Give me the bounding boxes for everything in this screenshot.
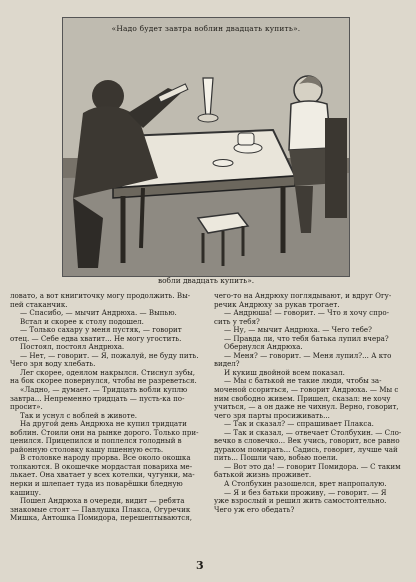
text-line: «Ладно, — думает. — Тридцать вобли куплю bbox=[20, 385, 188, 395]
text-line: ловато, а вот книгиточку могу продолжить. Вы- bbox=[10, 291, 191, 300]
page-number: 3 bbox=[196, 559, 204, 572]
text-line: батькой жизнь проживет. bbox=[214, 470, 312, 480]
text-line: воблин. Стоили они на рынке дорого. Только при- bbox=[10, 427, 199, 437]
text-line: Чего зря воду хлебать. bbox=[10, 359, 96, 369]
illustration-drawing bbox=[63, 18, 349, 276]
text-line: Постоял, постоял Андрюха. bbox=[20, 342, 125, 352]
illustration-caption-bottom: вобли двадцать купить». bbox=[157, 276, 255, 285]
text-line: лькает. Она хватает у всех котелки, чугунки, ма- bbox=[10, 470, 195, 480]
text-line: — Спасибо, — мычит Андрюха. — Выпью. bbox=[20, 308, 177, 318]
text-line: Встал и скорее к столу подошел. bbox=[20, 316, 144, 326]
text-line: ценился. Прицепился и поплелся голодный в bbox=[10, 436, 182, 446]
text-line: чего-то на Андрюху поглядывают, и вдруг Огу- bbox=[214, 291, 392, 300]
illustration bbox=[62, 17, 350, 277]
text-line: На другой день Андрюха не купил тридцати bbox=[20, 419, 187, 429]
right-column bbox=[214, 292, 408, 514]
text-line: — Вот это да! — говорит Помидора. — С таким bbox=[224, 461, 401, 471]
text-line: учиться, — а он даже не чихнул. Верно, говорит, bbox=[214, 402, 399, 412]
text-line: — Ну, — мычит Андрюха. — Чего тебе? bbox=[224, 325, 372, 335]
text-line: — Только сахару у меня пустяк, — говорит bbox=[20, 325, 182, 335]
text-line: видел? bbox=[214, 359, 240, 369]
text-line: И кукиш двойной всем показал. bbox=[224, 367, 345, 377]
text-line: пить... Пошли чаю, вобью поели. bbox=[214, 453, 338, 463]
text-line: В столовке народу прорва. Все около окошка bbox=[20, 453, 191, 463]
text-line: сить у тебя? bbox=[214, 316, 260, 326]
text-line: — Андрюша! — говорит. — Что я хочу спро- bbox=[224, 308, 390, 318]
text-line: завтра... Непременно тридцать — пусть-ка по- bbox=[10, 393, 185, 403]
text-line: уже взрослый и решил жить самостоятельно. bbox=[214, 496, 387, 506]
text-line: Чего уж его обедать? bbox=[214, 504, 295, 514]
text-line: отец. — Себе едва хватит... Не могу угостить. bbox=[10, 333, 182, 343]
text-line: дураком помирать... Садись, говорит, лучше чай bbox=[214, 444, 398, 454]
text-line: — Правда ли, что тебя батька лупил вчера? bbox=[224, 333, 389, 343]
text-line: знакомые стоят — Павлушка Плаксa, Огуречик bbox=[10, 504, 191, 514]
text-line: Пошел Андрюха в очереди, видит — ребята bbox=[20, 496, 185, 506]
left-column bbox=[10, 292, 200, 523]
text-line: моченой ссориться, — говорит Андрюха. — Мы с bbox=[214, 385, 399, 395]
text-line: кашицу. bbox=[10, 487, 41, 497]
text-line: Так и уснул с воблей в животе. bbox=[20, 410, 138, 420]
text-line: — Мы с батькой не такие люди, чтобы за- bbox=[224, 376, 382, 386]
text-line: речик Андрюху за рукав трогает. bbox=[214, 299, 340, 309]
text-line: ним свободно живем. Пришел, сказал: не хочу bbox=[214, 393, 391, 403]
text-line: Мишка, Антошка Помидора, перешептываются, bbox=[10, 513, 192, 523]
text-line: — Нет, — говорит. — Я, пожалуй, не буду пить. bbox=[20, 350, 199, 360]
illustration-caption: «Надо будет завтра воблин двадцать купить». bbox=[111, 24, 301, 33]
text-line: толкаются. В окошечке мордастая поварихa ме- bbox=[10, 461, 193, 471]
text-line: чего зря парты просиживать... bbox=[214, 410, 330, 420]
text-line: Лег скорее, одеялом накрылся. Стиснул зубы, bbox=[20, 367, 196, 377]
text-line: — Так и сказал? — спрашивает Плакса. bbox=[224, 419, 374, 429]
text-line: вечко в словечко... Век учись, говорит, все равно bbox=[214, 436, 400, 446]
text-line: — Меня? — говорит. — Меня лупил?... А кто bbox=[224, 350, 392, 360]
text-line: нерки и шлепает туда из поварёшки бледную bbox=[10, 479, 183, 489]
text-line: — Так и сказал, — отвечает Столбухин. — Сло- bbox=[224, 427, 402, 437]
text-line: А Столбухин разошелся, врет напропалую. bbox=[224, 479, 387, 489]
text-line: пей стаканчик. bbox=[10, 299, 68, 309]
text-line: — Я и без батьки проживу, — говорит. — Я bbox=[224, 487, 387, 497]
text-line: на бок скорее повернулся, чтобы не разреветься. bbox=[10, 376, 197, 386]
text-line: Обернулся Андрюха. bbox=[224, 342, 303, 352]
text-line: районную столовку кашу пшенную есть. bbox=[10, 444, 164, 454]
text-line: просит». bbox=[10, 402, 43, 412]
